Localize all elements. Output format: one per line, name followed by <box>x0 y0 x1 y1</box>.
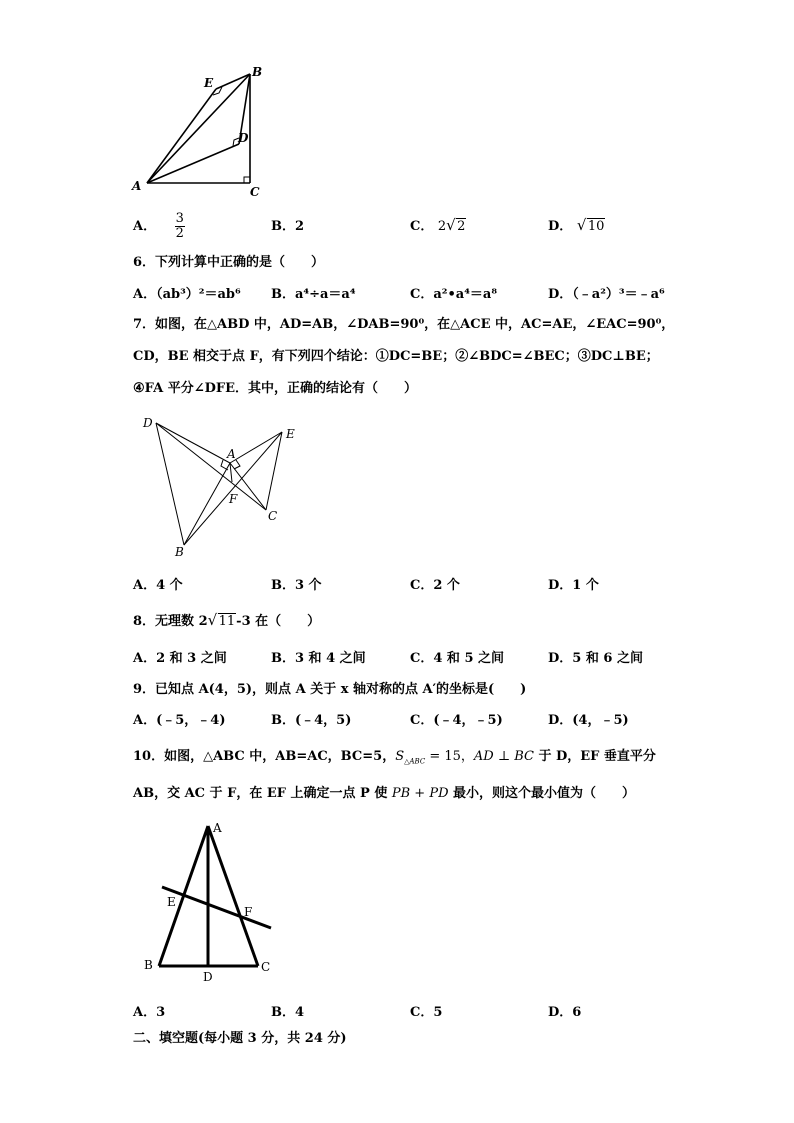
fig10-label-b: B <box>144 958 153 972</box>
q6-stem: 6．下列计算中正确的是（ ） <box>133 255 325 270</box>
q8-option-a: A．2 和 3 之间 <box>133 651 227 666</box>
q7-line-3: ④FA 平分∠DFE．其中，正确的结论有（ ） <box>133 381 418 396</box>
q5-option-b: B．2 <box>271 219 305 234</box>
q6-option-b: B．a⁴÷a＝a⁴ <box>271 287 356 302</box>
q9-option-a: A．(﹣5，﹣4) <box>133 713 226 728</box>
q7-option-b: B．3 个 <box>271 578 322 593</box>
q10-option-d: D．6 <box>548 1005 582 1020</box>
q9-option-c: C．(﹣4，﹣5) <box>410 713 503 728</box>
q6-option-a: A．（ab³）²＝ab⁶ <box>133 287 241 302</box>
fig10-line-ac <box>208 826 258 966</box>
q7-option-c: C．2 个 <box>410 578 460 593</box>
fig10-label-d: D <box>203 970 213 984</box>
fig5-label-b: B <box>252 65 263 79</box>
q7-option-d: D．1 个 <box>548 578 599 593</box>
fig10-label-c: C <box>261 960 271 974</box>
figure-q10 <box>140 818 290 988</box>
q10-option-c: C．5 <box>410 1005 443 1020</box>
q10-line-2: AB，交 AC 于 F，在 EF 上确定一点 P 使 PB + PD 最小，则这个最小值为（ ） <box>133 786 636 801</box>
q10-line-1: 10．如图，△ABC 中，AB=AC，BC=5，$S_{\triangle ABC} = 15$，AD ⊥ BC 于 D，EF 垂直平分 <box>133 749 656 766</box>
fig10-label-a: A <box>213 821 222 835</box>
fig7-label-b: B <box>175 545 184 559</box>
q5-option-c: C． 2 √ 2 <box>410 216 466 234</box>
q8-option-b: B．3 和 4 之间 <box>271 651 366 666</box>
fig7-line-da <box>156 423 230 463</box>
q5-option-a: A． $\frac{3}{2}$ <box>133 211 184 241</box>
q8-option-c: C．4 和 5 之间 <box>410 651 505 666</box>
fig7-label-c: C <box>268 509 278 523</box>
q9-option-b: B．(﹣4，5) <box>271 713 352 728</box>
fig5-line-ab <box>147 74 250 183</box>
fig7-line-ab <box>184 463 230 545</box>
q6-option-d: D．（﹣a²）³＝﹣a⁶ <box>548 287 665 302</box>
q6-option-c: C．a²•a⁴＝a⁸ <box>410 287 498 302</box>
fig7-label-a: A <box>227 447 236 461</box>
q8-stem: 8．无理数 2 √ 11-3 在（ ） <box>133 611 321 629</box>
fig7-label-f: F <box>229 492 238 506</box>
section-2-heading: 二、填空题(每小题 3 分，共 24 分) <box>133 1031 347 1046</box>
q9-option-d: D．(4，﹣5) <box>548 713 629 728</box>
fig7-right-angle-2 <box>234 460 240 469</box>
q7-option-a: A．4 个 <box>133 578 183 593</box>
figure-q5 <box>130 60 280 200</box>
figure-q7 <box>135 412 315 562</box>
q5-option-d: D． √ 10 <box>548 216 605 234</box>
fig5-label-c: C <box>250 185 260 199</box>
q9-stem: 9．已知点 A(4，5)，则点 A 关于 x 轴对称的点 A′的坐标是( ) <box>133 682 527 697</box>
fig7-label-e: E <box>286 427 295 441</box>
q7-line-2: CD，BE 相交于点 F，有下列四个结论：①DC=BE；②∠BDC=∠BEC；③DC⊥BE； <box>133 349 659 364</box>
q8-option-d: D．5 和 6 之间 <box>548 651 643 666</box>
fig7-line-ec <box>266 432 282 510</box>
q7-line-1: 7．如图，在△ABD 中，AD=AB，∠DAB=90⁰，在△ACE 中，AC=AE，∠EAC=90⁰， <box>133 317 675 332</box>
fig5-label-d: D <box>238 131 249 145</box>
fig7-line-ae <box>230 432 282 463</box>
fig5-line-eb <box>216 74 250 89</box>
q10-option-b: B．4 <box>271 1005 305 1020</box>
fig10-label-e: E <box>167 895 176 909</box>
fig5-right-angle-c <box>244 177 250 183</box>
fig10-label-f: F <box>244 905 253 919</box>
fig5-label-e: E <box>204 76 214 90</box>
fig7-label-d: D <box>143 416 153 430</box>
q10-option-a: A．3 <box>133 1005 166 1020</box>
fig5-label-a: A <box>132 179 142 193</box>
